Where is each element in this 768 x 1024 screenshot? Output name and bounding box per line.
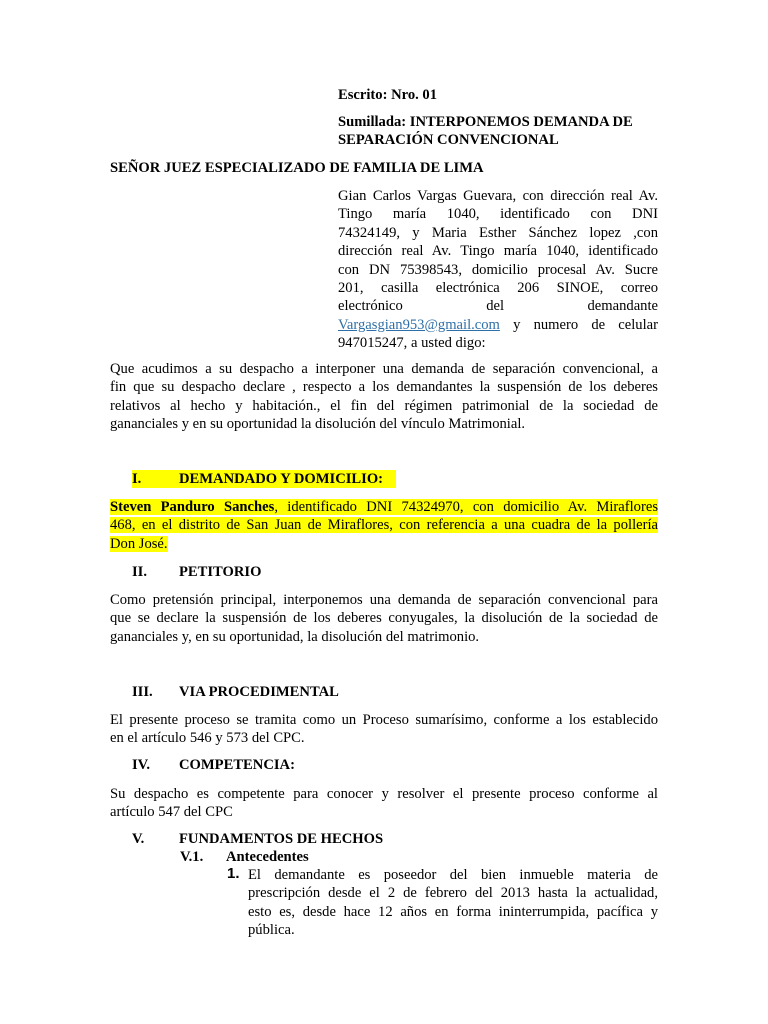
section-1-line1-rest: , identificado DNI 74324970, con domicilio Av. Miraflores bbox=[274, 499, 658, 515]
intro-line: 74324149, y Maria Esther Sánchez lopez ,con bbox=[338, 224, 658, 241]
petition-intro-line: relativos al hecho y habitación., el fin del régimen patrimonial de la sociedad de bbox=[110, 397, 658, 414]
petition-intro-line: Que acudimos a su despacho a interponer una demanda de separación convencional, a bbox=[110, 361, 658, 377]
section-2-last-line: gananciales y, en su oportunidad, la disolución del matrimonio. bbox=[110, 628, 480, 645]
sumillada-line1: INTERPONEMOS DEMANDA DE bbox=[406, 114, 633, 130]
intro-line: Gian Carlos Vargas Guevara, con dirección real Av. bbox=[338, 188, 658, 204]
section-2-title: PETITORIO bbox=[179, 564, 262, 580]
section-1-line2-text: 468, en el distrito de San Juan de Miraflores, con referencia a una cuadra de la pollería bbox=[110, 517, 658, 534]
intro-paragraph bbox=[338, 187, 658, 353]
section-1-number: I. bbox=[132, 471, 142, 487]
section-1-title: DEMANDADO Y DOMICILIO: bbox=[179, 471, 384, 487]
subsection-5-1-heading bbox=[180, 848, 480, 866]
intro-line: 201, casilla electrónica 206 SINOE, correo bbox=[338, 280, 658, 297]
list-item-line: esto es, desde hace 12 años en forma ininterrumpida, pacífica y bbox=[248, 903, 658, 920]
list-item-line: El demandante es poseedor del bien inmueble materia de bbox=[248, 867, 658, 883]
section-4-heading bbox=[132, 756, 532, 774]
subsection-5-1-title: Antecedentes bbox=[226, 849, 309, 865]
intro-last-line: 947015247, a usted digo: bbox=[338, 335, 486, 352]
section-1-line1 bbox=[110, 498, 658, 516]
escrito-text: Escrito: Nro. 01 bbox=[338, 87, 438, 103]
sumillada-line2: SEPARACIÓN CONVENCIONAL bbox=[338, 132, 559, 149]
email-link[interactable]: Vargasgian953@gmail.com bbox=[338, 316, 500, 333]
section-5-number: V. bbox=[132, 831, 145, 847]
section-1-heading bbox=[132, 470, 432, 488]
section-1-line3-text: Don José. bbox=[110, 535, 168, 552]
section-5-heading bbox=[132, 830, 532, 848]
section-4-last-line: artículo 547 del CPC bbox=[110, 804, 233, 821]
sumillada-label: Sumillada: bbox=[338, 114, 407, 130]
section-3-heading bbox=[132, 683, 532, 701]
section-3-body bbox=[110, 711, 658, 748]
section-4-line: Su despacho es competente para conocer y resolver el presente proceso conforme al bbox=[110, 786, 658, 802]
section-4-number: IV. bbox=[132, 757, 150, 773]
section-2-heading bbox=[132, 563, 532, 581]
section-2-line: Como pretensión principal, interponemos una demanda de separación convencional para bbox=[110, 592, 658, 608]
section-3-title: VIA PROCEDIMENTAL bbox=[179, 684, 339, 700]
section-5-title: FUNDAMENTOS DE HECHOS bbox=[179, 831, 384, 847]
petition-intro-last-line: gananciales y en su oportunidad la disolución del vínculo Matrimonial. bbox=[110, 416, 526, 433]
intro-line: con DN 75398543, domicilio procesal Av. Sucre bbox=[338, 261, 658, 278]
list-item-last-line: pública. bbox=[248, 922, 295, 939]
section-1-body bbox=[110, 498, 658, 553]
section-2-body bbox=[110, 591, 658, 646]
list-item-body bbox=[248, 866, 658, 940]
section-3-line: El presente proceso se tramita como un Proceso sumarísimo, conforme a los establecido bbox=[110, 712, 658, 728]
addressee: SEÑOR JUEZ ESPECIALIZADO DE FAMILIA DE LIMA bbox=[110, 160, 484, 176]
list-item-number: 1. bbox=[227, 865, 240, 882]
section-3-number: III. bbox=[132, 684, 153, 700]
list-item-line: prescripción desde el 2 de febrero del 2013 hasta la actualidad, bbox=[248, 885, 658, 902]
section-4-title: COMPETENCIA: bbox=[179, 757, 295, 773]
petition-intro-paragraph bbox=[110, 360, 658, 434]
intro-after-email: y numero de celular bbox=[499, 316, 658, 333]
sumillada bbox=[338, 113, 658, 150]
escrito-number bbox=[338, 86, 658, 104]
intro-line: dirección real Av. Tingo maría 1040, identificado bbox=[338, 243, 658, 260]
section-4-body bbox=[110, 785, 658, 822]
petition-intro-line: fin que su despacho declare , respecto a los demandantes la suspensión de los deberes bbox=[110, 379, 658, 396]
defendant-name: Steven Panduro Sanches bbox=[110, 499, 275, 515]
subsection-5-1-number: V.1. bbox=[180, 849, 204, 865]
intro-line: Tingo maría 1040, identificado con DNI bbox=[338, 206, 658, 223]
section-1-line2 bbox=[110, 516, 658, 534]
section-2-number: II. bbox=[132, 564, 148, 580]
section-3-last-line: en el artículo 546 y 573 del CPC. bbox=[110, 730, 305, 747]
intro-email-line bbox=[338, 316, 658, 334]
section-2-line: que se declare la suspensión de los deberes conyugales, la disolución de la sociedad de bbox=[110, 610, 658, 627]
section-1-line3 bbox=[110, 535, 658, 553]
intro-line: electrónico del demandante bbox=[338, 298, 658, 315]
